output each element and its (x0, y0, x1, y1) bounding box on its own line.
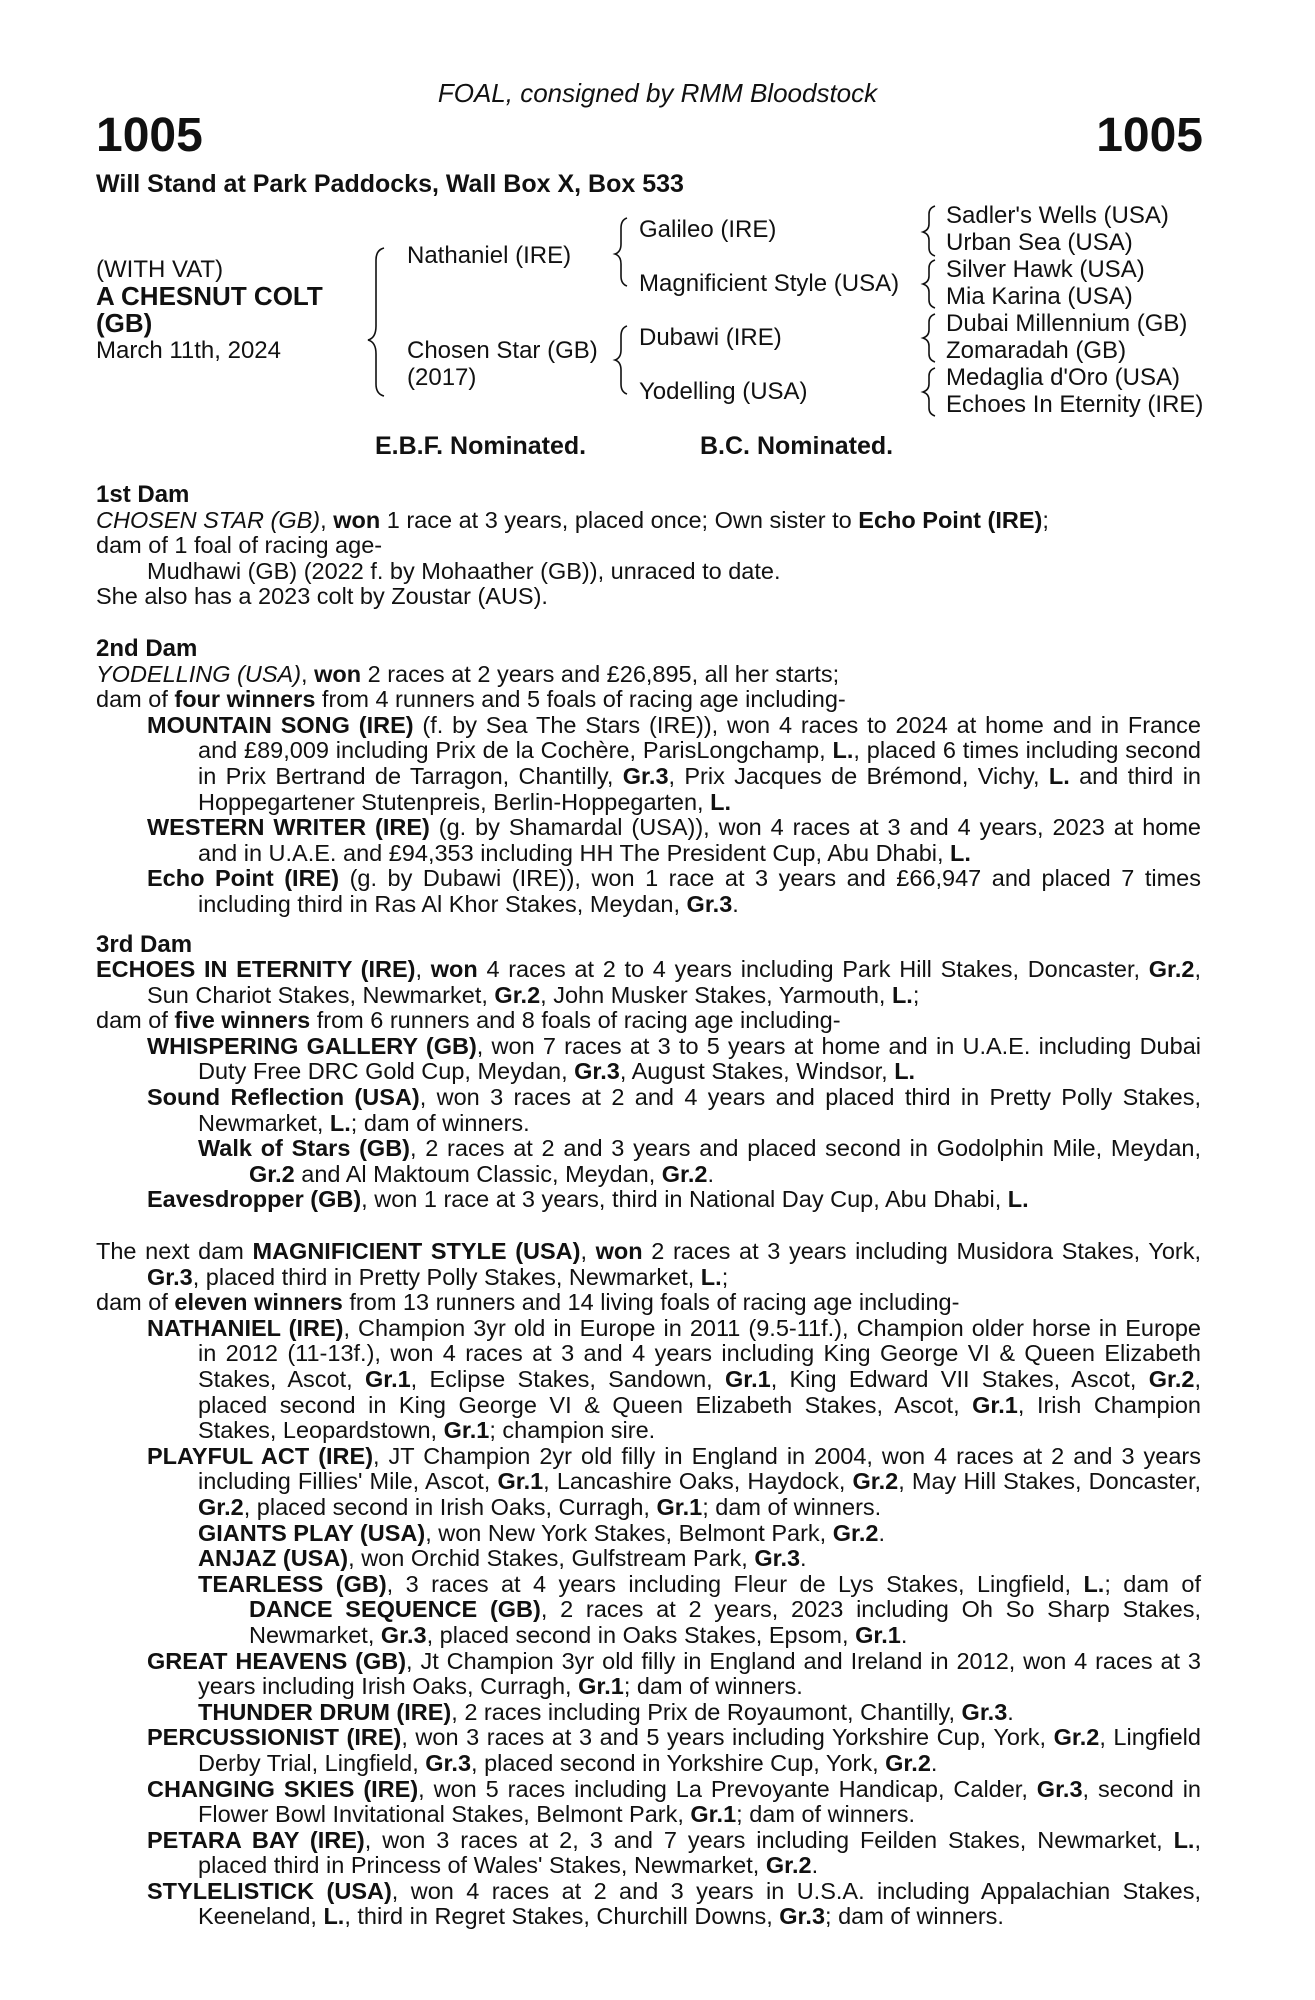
grade: Gr.3 (686, 890, 733, 917)
produce-entry (96, 1879, 1201, 1930)
first-dam-foals-line: dam of 1 foal of racing age- (96, 532, 383, 559)
pedigree-g3-2: Urban Sea (USA) (946, 229, 1133, 256)
text: , won 1 race at 3 years, third in National Day Cup, Abu Dhabi, (361, 1186, 1008, 1213)
text: dam of (96, 686, 175, 713)
grade: Gr.3 (425, 1749, 472, 1776)
text: , Champion 3yr old in Europe in 2011 (9.5-11f.), Champion older horse in Europe in 2012 (11-13f.), won 4 races at 3 and 4 years including King George VI & Queen Elizabeth Stakes, Ascot, (198, 1314, 1201, 1392)
grade: Gr.3 (622, 762, 669, 789)
text: . (707, 1160, 715, 1187)
produce-name: PLAYFUL ACT (IRE) (147, 1442, 374, 1469)
produce-entry (96, 1136, 1201, 1187)
punct: ; (1042, 506, 1049, 533)
produce-name: CHANGING SKIES (IRE) (147, 1775, 419, 1802)
text: from 13 runners and 14 living foals of racing age including- (342, 1289, 960, 1316)
produce-entry (96, 1034, 1201, 1085)
text: . (878, 1519, 885, 1546)
ebf-nomination: E.B.F. Nominated. (375, 432, 587, 460)
text: ; (912, 981, 920, 1008)
text: , May Hill Stakes, Doncaster, (898, 1468, 1201, 1495)
produce-name: Echo Point (IRE) (147, 865, 340, 892)
grade: Gr.1 (690, 1801, 737, 1828)
produce-name: MOUNTAIN SONG (IRE) (147, 711, 414, 738)
grade: Gr.3 (961, 1698, 1008, 1725)
pedigree-g3-5: Dubai Millennium (GB) (946, 310, 1188, 337)
produce-name: Walk of Stars (GB) (198, 1135, 411, 1162)
produce-name: DANCE SEQUENCE (GB) (249, 1596, 541, 1623)
produce-entry (96, 1187, 1201, 1213)
text: , won 5 races including La Prevoyante Handicap, Calder, (418, 1775, 1037, 1802)
grade: Gr.2 (765, 1852, 812, 1879)
produce-entry (96, 1725, 1201, 1776)
grade: L. (1083, 1570, 1105, 1597)
text: ; dam of (1104, 1570, 1202, 1597)
text: 4 races at 2 to 4 years including Park Hill Stakes, Doncaster, (477, 956, 1149, 983)
first-dam-also: She also has a 2023 colt by Zoustar (AUS). (96, 583, 548, 610)
produce-name: ANJAZ (USA) (198, 1545, 349, 1572)
text: , 3 races at 4 years including Fleur de Lys Stakes, Lingfield, (386, 1570, 1084, 1597)
second-dam-record: YODELLING (USA), won 2 races at 2 years and £26,895, all her starts; (96, 660, 840, 687)
won-label: won (314, 660, 362, 687)
pedigree-dam-dam: Yodelling (USA) (639, 378, 808, 405)
text: , Irish Champion Stakes, Leopardstown, (198, 1391, 1201, 1444)
second-dam-heading: 2nd Dam (96, 634, 198, 662)
first-dam-sister: Echo Point (IRE) (858, 506, 1043, 533)
grade: L. (1173, 1826, 1195, 1853)
first-dam-name: CHOSEN STAR (GB) (96, 506, 321, 533)
grade: Gr.2 (661, 1160, 708, 1187)
text: , Lancashire Oaks, Haydock, (543, 1468, 853, 1495)
text: . (900, 1621, 908, 1648)
text: , second in Flower Bowl Invitational Stakes, Belmont Park, (198, 1775, 1201, 1828)
text: , placed second in Oaks Stakes, Epsom, (426, 1621, 856, 1648)
produce-entry (96, 1521, 1201, 1547)
first-dam-record: CHOSEN STAR (GB), won 1 race at 3 years, placed once; Own sister to Echo Point (IRE); (96, 506, 1049, 533)
third-dam-produce-line (96, 1008, 1201, 1034)
winners-count: five winners (174, 1007, 311, 1034)
pedigree-sire-sire: Galileo (IRE) (639, 216, 777, 243)
text: . (800, 1545, 807, 1572)
grade: Gr.3 (147, 1263, 193, 1290)
produce-entry (96, 1828, 1201, 1879)
grade: Gr.1 (364, 1366, 411, 1392)
grade: Gr.1 (497, 1468, 544, 1495)
text: from 4 runners and 5 foals of racing age including- (315, 686, 846, 713)
text: . (811, 1852, 819, 1879)
pedigree-sire-dam: Magnificient Style (USA) (639, 270, 900, 297)
produce-entry (96, 1444, 1201, 1521)
first-dam-text: 1 race at 3 years, placed once; Own sister to (380, 506, 859, 533)
grade: Gr.1 (443, 1417, 490, 1444)
grade: Gr.1 (656, 1493, 703, 1520)
pedigree-g3-8: Echoes In Eternity (IRE) (946, 391, 1204, 418)
text: , JT Champion 2yr old filly in England in 2004, won 4 races at 2 and 3 years including Fillies' Mile, Ascot, (198, 1442, 1201, 1495)
catalogue-body (96, 482, 1201, 1930)
grade: L. (832, 737, 854, 764)
next-dam-produce-line (96, 1290, 1201, 1316)
text: , placed 6 times including second in Prix Bertrand de Tarragon, Chantilly, (198, 737, 1201, 789)
pedigree-g3-1: Sadler's Wells (USA) (946, 202, 1169, 229)
grade: Gr.2 (1148, 956, 1195, 983)
text: , 2 races at 2 and 3 years and placed second in Godolphin Mile, Meydan, (410, 1135, 1202, 1162)
text: , won 7 races at 3 to 5 years at home and in U.A.E. including Dubai Duty Free DRC Gold Cup, Meydan, (198, 1032, 1201, 1085)
text: dam of (96, 1007, 175, 1034)
text: The next dam (96, 1238, 253, 1265)
produce-name: Eavesdropper (GB) (147, 1186, 362, 1213)
won-label: won (595, 1238, 643, 1265)
produce-entry (96, 815, 1201, 866)
grade: Gr.1 (972, 1391, 1018, 1418)
grade: Gr.2 (885, 1749, 931, 1776)
pedigree-g3-6: Zomaradah (GB) (946, 337, 1127, 364)
text: , August Stakes, Windsor, (619, 1058, 895, 1085)
text: . (1007, 1698, 1014, 1725)
grade: Gr.3 (574, 1058, 620, 1085)
text: , Lingfield Derby Trial, Lingfield, (198, 1724, 1201, 1776)
produce-entry (96, 1777, 1201, 1828)
text: , Eclipse Stakes, Sandown, (410, 1366, 725, 1392)
produce-entry (96, 1316, 1201, 1444)
text: 2 races at 3 years including Musidora Stakes, York, (642, 1238, 1201, 1265)
grade: Gr.2 (198, 1493, 244, 1520)
grade: L. (700, 1263, 722, 1290)
text: , third in Regret Stakes, Churchill Downs, (344, 1903, 780, 1930)
pedigree-dam: Chosen Star (GB) (407, 337, 598, 364)
grade: Gr.1 (578, 1673, 624, 1700)
lot-number-left: 1005 (96, 109, 203, 162)
third-dam-name: ECHOES IN ETERNITY (IRE) (96, 956, 416, 983)
grade: Gr.2 (1148, 1366, 1195, 1392)
text: dam of (96, 1289, 175, 1316)
grade: Gr.3 (754, 1545, 801, 1572)
produce-entry (96, 713, 1201, 815)
foaling-date: March 11th, 2024 (96, 337, 282, 364)
vat-note: (WITH VAT) (96, 256, 224, 283)
produce-name: TEARLESS (GB) (198, 1570, 387, 1597)
text: ; champion sire. (489, 1417, 656, 1444)
grade: Gr.2 (1053, 1724, 1100, 1751)
text: , won New York Stakes, Belmont Park, (425, 1519, 833, 1546)
won-label: won (333, 506, 381, 533)
text: , placed second in King George VI & Queen Elizabeth Stakes, Ascot, (198, 1366, 1201, 1418)
produce-name: GIANTS PLAY (USA) (198, 1519, 426, 1546)
grade: Gr.1 (724, 1366, 771, 1392)
text: (f. by Sea The Stars (IRE)), won 4 races to 2024 at home and in France and £89,009 including Prix de la Cochère, ParisLongchamp, (198, 711, 1202, 764)
produce-name: THUNDER DRUM (IRE) (198, 1698, 452, 1725)
text: , 2 races including Prix de Royaumont, Chantilly, (451, 1698, 962, 1725)
text: , placed third in Pretty Polly Stakes, Newmarket, (192, 1263, 701, 1290)
text: , Sun Chariot Stakes, Newmarket, (147, 956, 1202, 1008)
won-label: won (430, 956, 478, 983)
grade: Gr.3 (779, 1903, 826, 1930)
produce-name: PETARA BAY (IRE) (147, 1826, 365, 1853)
text: ; dam of winners. (623, 1673, 803, 1700)
consignment-line: FOAL, consigned by RMM Bloodstock (437, 78, 878, 108)
text: , Prix Jacques de Brémond, Vichy, (668, 762, 1049, 789)
grade: L. (1007, 1186, 1029, 1213)
grade: Gr.2 (249, 1160, 295, 1187)
next-dam-record: The next dam MAGNIFICIENT STYLE (USA), won 2 races at 3 years including Musidora Stakes, York, Gr.3, placed third in Pretty Polly Stakes, Newmarket, L.; (96, 1238, 1201, 1290)
grade: L. (323, 1903, 345, 1930)
pedigree-dam-year: (2017) (407, 364, 477, 391)
produce-name: Sound Reflection (USA) (147, 1084, 420, 1111)
grade: Gr.3 (380, 1621, 427, 1648)
first-dam-foal: Mudhawi (GB) (2022 f. by Mohaather (GB)), unraced to date. (147, 557, 781, 584)
lot-number-right: 1005 (1096, 109, 1203, 162)
text: , placed second in Irish Oaks, Curragh, (243, 1493, 657, 1520)
text: , won 3 races at 3 and 5 years including Yorkshire Cup, York, (401, 1724, 1054, 1751)
next-dam-name: MAGNIFICIENT STYLE (USA) (252, 1238, 581, 1265)
text: , Jt Champion 3yr old filly in England and Ireland in 2012, won 4 races at 3 years including Irish Oaks, Curragh, (198, 1647, 1202, 1700)
pedigree-g3-7: Medaglia d'Oro (USA) (946, 364, 1180, 391)
produce-entry (96, 1649, 1201, 1700)
text: ; dam of winners. (825, 1903, 1004, 1930)
text: and Al Maktoum Classic, Meydan, (294, 1160, 662, 1187)
text: , won 4 races at 2 and 3 years in U.S.A. including Appalachian Stakes, Keeneland, (198, 1877, 1201, 1930)
grade: L. (329, 1109, 351, 1136)
grade: L. (894, 1058, 916, 1085)
produce-name: PERCUSSIONIST (IRE) (147, 1724, 402, 1751)
pedigree-g3-3: Silver Hawk (USA) (946, 256, 1145, 283)
text: ; (721, 1263, 729, 1290)
grade: L. (950, 839, 971, 866)
horse-name-country: (GB) (96, 308, 153, 338)
produce-entry (96, 1700, 1201, 1726)
text: , won Orchid Stakes, Gulfstream Park, (348, 1545, 755, 1572)
third-dam-heading: 3rd Dam (96, 930, 193, 958)
bc-nomination: B.C. Nominated. (700, 432, 894, 460)
text: and third in Hoppegartener Stutenpreis, Berlin-Hoppegarten, (198, 762, 1201, 815)
text: from 6 runners and 8 foals of racing age including- (310, 1007, 841, 1034)
text: , placed third in Princess of Wales' Stakes, Newmarket, (198, 1826, 1201, 1879)
grade: Gr.2 (494, 981, 541, 1008)
second-dam-produce-line (96, 687, 1201, 713)
text: , King Edward VII Stakes, Ascot, (770, 1366, 1149, 1392)
second-dam-name: YODELLING (USA) (96, 660, 302, 687)
produce-entry (96, 1085, 1201, 1136)
text: , won 3 races at 2 and 4 years and placed third in Pretty Polly Stakes, Newmarket, (198, 1084, 1201, 1136)
pedigree-sire: Nathaniel (IRE) (407, 242, 572, 269)
produce-name: GREAT HEAVENS (GB) (147, 1647, 407, 1674)
grade: L. (710, 788, 731, 815)
grade: Gr.2 (852, 1468, 899, 1495)
text: . (732, 890, 739, 917)
text: , placed second in Yorkshire Cup, York, (471, 1749, 886, 1776)
horse-name: A CHESNUT COLT (96, 281, 323, 311)
second-dam-text: 2 races at 2 years and £26,895, all her starts; (361, 660, 840, 687)
grade: Gr.2 (832, 1519, 879, 1546)
pedigree-g3-4: Mia Karina (USA) (946, 283, 1133, 310)
text: (g. by Dubawi (IRE)), won 1 race at 3 years and £66,947 and placed 7 times including third in Ras Al Khor Stakes, Meydan, (198, 865, 1201, 917)
winners-count: four winners (174, 686, 316, 713)
first-dam-heading: 1st Dam (96, 481, 190, 508)
produce-name: STYLELISTICK (USA) (147, 1877, 392, 1904)
grade: Gr.3 (1036, 1775, 1083, 1802)
grade: L. (1048, 762, 1070, 789)
grade: Gr.1 (855, 1621, 901, 1648)
text: ; dam of winners. (702, 1493, 882, 1520)
text: . (930, 1749, 938, 1776)
winners-count: eleven winners (174, 1289, 343, 1316)
text: , won 3 races at 2, 3 and 7 years including Feilden Stakes, Newmarket, (364, 1826, 1174, 1853)
text: ; dam of winners. (736, 1801, 916, 1828)
text: ; dam of winners. (350, 1109, 530, 1136)
produce-entry (96, 1572, 1201, 1649)
produce-name: WHISPERING GALLERY (GB) (147, 1032, 477, 1059)
stand-location: Will Stand at Park Paddocks, Wall Box X, Box 533 (96, 170, 684, 198)
pedigree-dam-sire: Dubawi (IRE) (639, 324, 782, 351)
produce-name: NATHANIEL (IRE) (147, 1314, 344, 1341)
text: (g. by Shamardal (USA)), won 4 races at 3 and 4 years, 2023 at home and in U.A.E. and £94,353 including HH The President Cup, Abu Dhabi, (198, 814, 1201, 866)
produce-name: WESTERN WRITER (IRE) (147, 814, 430, 841)
text: , John Musker Stakes, Yarmouth, (540, 981, 892, 1008)
text: , 2 races at 2 years, 2023 including Oh So Sharp Stakes, Newmarket, (249, 1596, 1201, 1648)
produce-entry (96, 866, 1201, 917)
third-dam-record: ECHOES IN ETERNITY (IRE), won 4 races at 2 to 4 years including Park Hill Stakes, Doncaster, Gr.2, Sun Chariot Stakes, Newmarket, Gr.2, John Musker Stakes, Yarmouth, L.; (96, 956, 1202, 1008)
grade: L. (891, 981, 913, 1008)
produce-entry (96, 1546, 1201, 1572)
